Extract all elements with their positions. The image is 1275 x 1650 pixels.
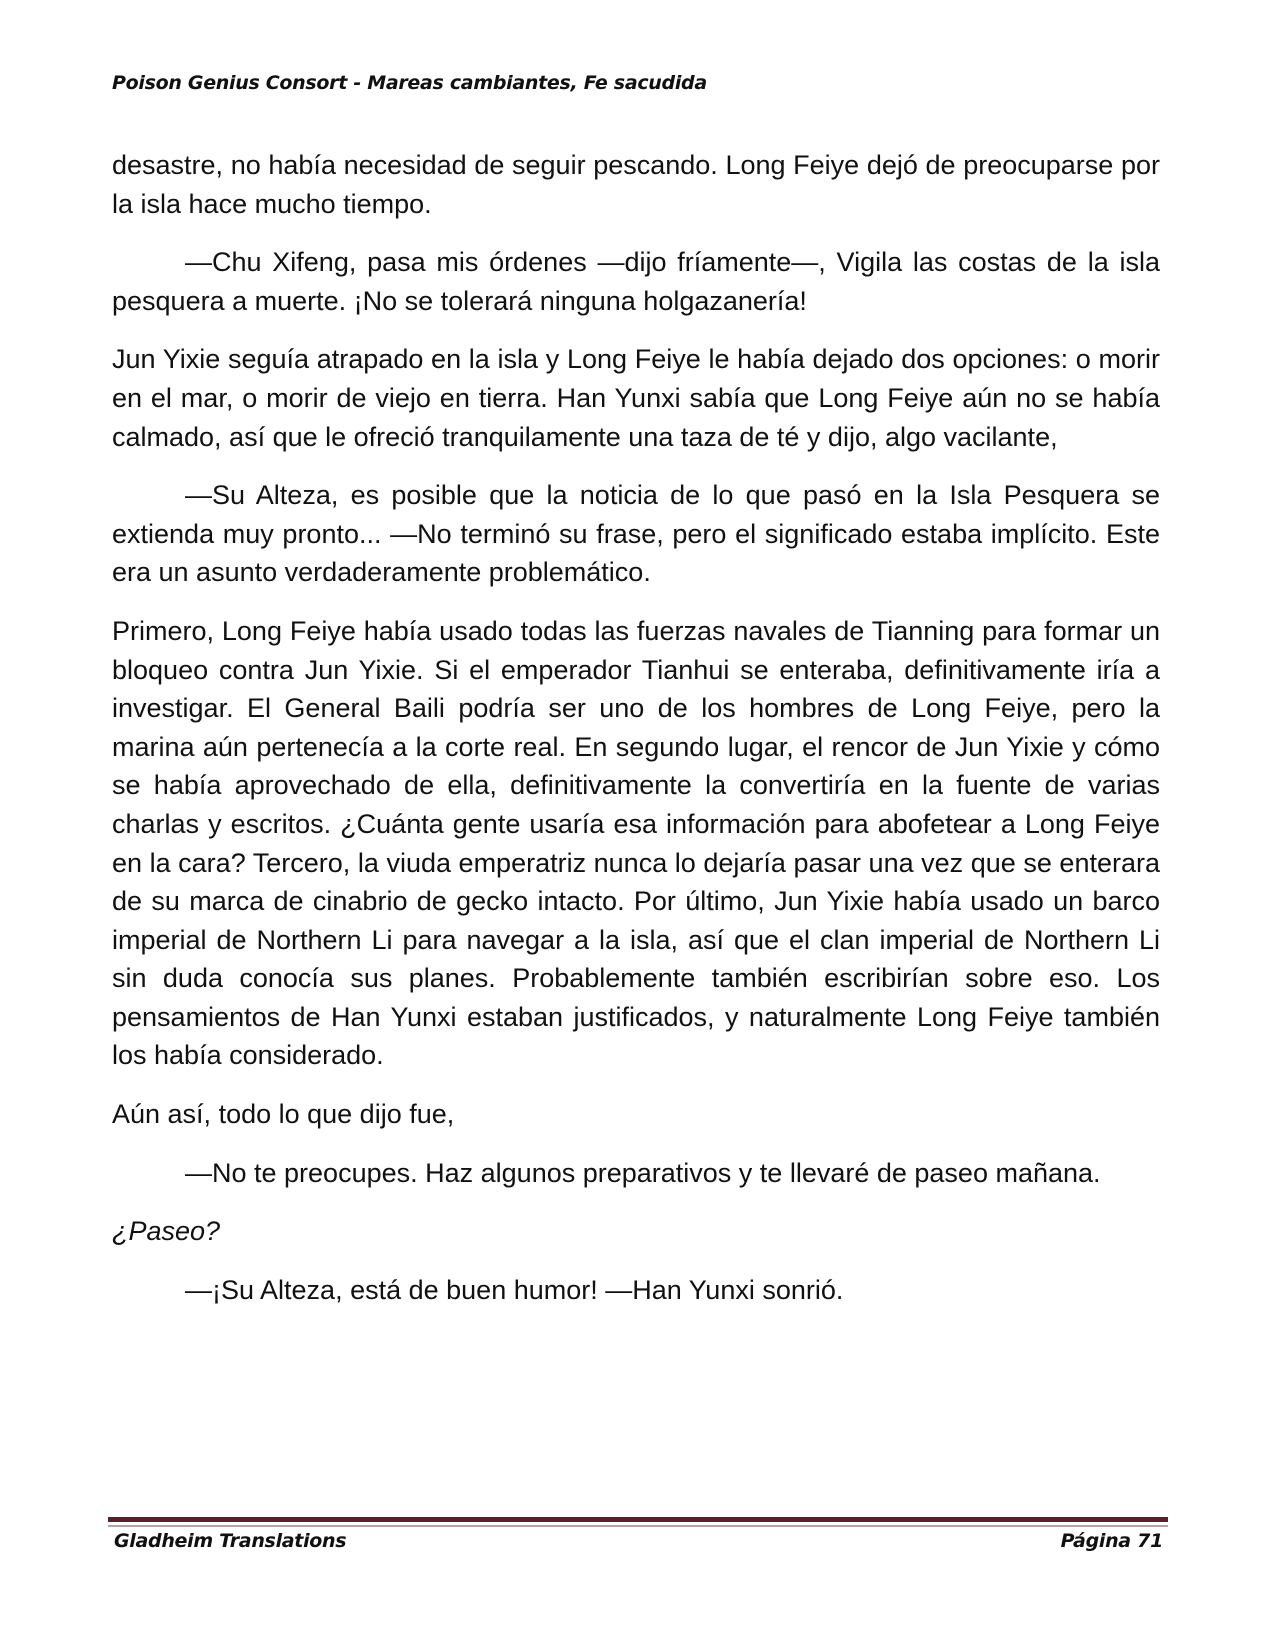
paragraph: Aún así, todo lo que dijo fue, [112,1099,455,1130]
body-text [112,146,1160,1329]
page-header-title: Poison Genius Consort - Mareas cambiantes, Fe sacudida [112,72,707,94]
paragraph: —No te preocupes. Haz algunos preparativos y te llevaré de paseo mañana. [185,1157,1101,1188]
paragraph: Primero, Long Feiye había usado todas las fuerzas navales de Tianning para formar un bloqueo contra Jun Yixie. Si el emperador Tianhui se enteraba, definitivamente iría a investigar. El General Baili podría ser uno de los hombres de Long Feiye, pero la marina aún pertenecía a la corte real. En segundo lugar, el rencor de Jun Yixie y cómo se había aprovechado de ella, definitivamente la convertiría en la fuente de varias charlas y escritos. ¿Cuánta gente usaría esa información para abofetear a Long Feiye en la cara? Tercero, la viuda emperatriz nunca lo dejaría pasar una vez que se enterara de su marca de cinabrio de gecko intacto. Por último, Jun Yixie había usado un barco imperial de Northern Li para navegar a la isla, así que el clan imperial de Northern Li sin duda conocía sus planes. Probablemente también escribirían sobre eso. Los pensamientos de Han Yunxi estaban justificados, y naturalmente Long Feiye también los había considerado. [112,615,1160,1071]
paragraph: desastre, no había necesidad de seguir pescando. Long Feiye dejó de preocuparse por la isla hace mucho tiempo. [112,150,1160,219]
paragraph: ¿Paseo? [112,1216,221,1247]
footer-page-number: Página 71 [1060,1530,1163,1552]
footer-translator: Gladheim Translations [114,1530,347,1552]
paragraph: —Su Alteza, es posible que la noticia de lo que pasó en la Isla Pesquera se extienda muy pronto... —No terminó su frase, pero el significado estaba implícito. Este era un asunto verdaderamente problemático. [112,480,1160,588]
footer-rule [108,1517,1168,1522]
paragraph: Jun Yixie seguía atrapado en la isla y Long Feiye le había dejado dos opciones: o morir en el mar, o morir de viejo en tierra. Han Yunxi sabía que Long Feiye aún no se había calmado, así que le ofreció tranquilamente una taza de té y dijo, algo vacilante, [112,344,1160,452]
paragraph: —¡Su Alteza, está de buen humor! —Han Yunxi sonrió. [185,1274,844,1305]
footer-rule-thin [108,1525,1168,1527]
paragraph: —Chu Xifeng, pasa mis órdenes —dijo fríamente—, Vigila las costas de la isla pesquera a muerte. ¡No se tolerará ninguna holgazanería! [112,247,1160,316]
